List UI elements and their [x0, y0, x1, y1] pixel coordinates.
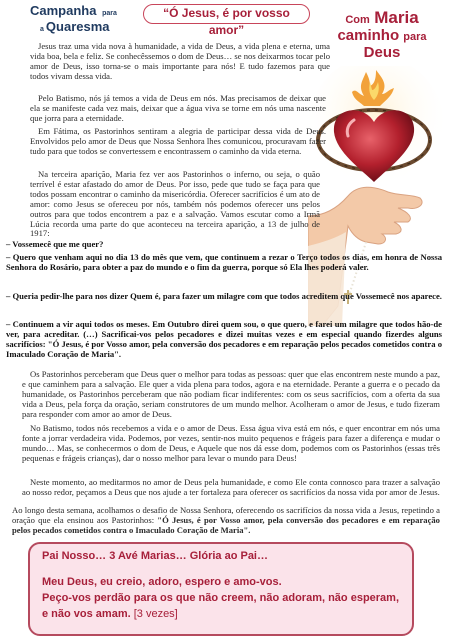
prayer-line-2: Peço-vos perdão para os que não creem, não adoram, não esperam, e não vos amam.: [42, 592, 400, 620]
dialogue-line-1: – Vossemecê que me quer?: [6, 239, 104, 249]
logo-para: para: [403, 31, 427, 43]
prayer-body: [42, 574, 408, 622]
dialogue-line-3: – Queria pedir-lhe para nos dizer Quem é, para fazer um milagre com que todos acreditem que Vossemecê nos aparece.: [6, 291, 442, 301]
campaign-a: a: [40, 26, 44, 33]
challenge-prayer: "Ó Jesus, é por Vosso amor, pela conversão dos pecadores e em reparação pelos pecados cometidos contra o Imaculado Coração de Maria".: [12, 514, 440, 535]
paragraph-baptism-2: No Batismo, todos nós recebemos a vida e o amor de Deus. Essa água viva está em nós, e quer encontrar em nós uma fonte a jorrar verdadeira vida. Podemos, por vezes, sentir-nos muito pequenos e frágeis para fazer a diferença e mudar o mundo… Mas, se conhecermos o dom de Deus, e Aquele que nos dá esse dom, podemos com os Pastorinhos (essas três pequenas e frágeis crianças), dar o nosso melhor para levar o mundo para Deus!: [22, 423, 440, 463]
paragraph-meditation: Neste momento, ao meditarmos no amor de Deus pela humanidade, e como Ele conta connosco para trazer a salvação ao nosso redor, peçamos a Deus que nos ajude a ter fortaleza para oferecer os sacrifícios da nossa vida por amor de Jesus.: [22, 477, 440, 497]
paragraph-fatima: Em Fátima, os Pastorinhos sentiram a alegria de participar dessa vida de Deus. Envolvidos pelo amor de Deus que Nossa Senhora lhes comunicou, procuravam fazer tudo para que todos se convertessem e encontrassem o caminho da vida eterna.: [30, 126, 326, 156]
com-maria-logo: [323, 10, 441, 60]
prayer-line-1: Meu Deus, eu creio, adoro, espero e amo-vos.: [42, 576, 282, 588]
prayer-box: [28, 542, 414, 636]
logo-deus: Deus: [363, 44, 401, 61]
paragraph-third-apparition: Na terceira aparição, Maria fez ver aos Pastorinhos o inferno, ou seja, o quão terrível é estar afastado do amor de Deus. Por isso, pede que tudo se faça para que todos possam encontrar o caminho da misericórdia. Oferecer sacrifícios é um ato de amor: como Jesus se ofereceu por nós, também nós podemos oferecer uns pelos outros para que todos encontrem a paz e a salvação. Vamos escutar como a Irmã Lúcia recorda uma parte do que aconteceu na terceira aparição, a 13 de julho de 1917:: [30, 169, 320, 239]
motto-badge: “Ó Jesus, é por vosso amor”: [143, 4, 310, 24]
dialogue-line-4: – Continuem a vir aqui todos os meses. Em Outubro direi quem sou, o que quero, e farei um milagre que todos hão-de ver, para acreditar. (…) Sacrificai-vos pelos pecadores e dizei muitas vezes e em especial quando fizerdes alguns sacrifícios: "Ó Jesus, é por Vosso amor, pela conversão dos pecadores e em reparação pelos pecados cometidos contra o Imaculado Coração de Maria".: [6, 319, 442, 359]
prayer-heading: Pai Nosso… 3 Avé Marias… Glória ao Pai…: [42, 550, 268, 562]
logo-caminho: caminho: [337, 27, 400, 44]
logo-com: Com: [345, 14, 370, 26]
paragraph-challenge: [12, 506, 440, 536]
logo-maria: Maria: [374, 8, 419, 27]
campaign-title: [30, 4, 117, 36]
paragraph-baptism: Pelo Batismo, nós já temos a vida de Deus em nós. Mas precisamos de deixar que ela se manifeste cada vez mais, deixar que a água viva se torne em nós uma nascente que jorra para a eternidade.: [30, 93, 326, 123]
paragraph-intro: Jesus traz uma vida nova à humanidade, a vida de Deus, a vida plena e eterna, uma vida boa, bela e feliz. Se conhecêssemos o dom de Deus… se nos deixarmos tocar pelo amor de Deus, isso torna-se o mais importante para nós! E tudo fazemos para que todos vivam dessa vida.: [30, 41, 330, 81]
challenge-text: Ao longo desta semana, acolhamos o desafio de Nossa Senhora, oferecendo os sacrifícios da nossa vida a Jesus, repetindo a oração que ela ensinou aos Pastorinhos:: [12, 505, 440, 525]
campaign-word: Campanha: [30, 3, 97, 18]
immaculate-heart-illustration: [308, 66, 444, 326]
campaign-para: para: [102, 10, 117, 17]
dialogue-line-2: – Quero que venham aqui no dia 13 do mês que vem, que continuem a rezar o Terço todos os dias, em honra de Nossa Senhora do Rosário, para obter a paz do mundo e o fim da guerra, porque só Ela lhes poderá valer.: [6, 252, 442, 272]
prayer-repeat: [3 vezes]: [133, 608, 178, 620]
paragraph-pastorinhos: Os Pastorinhos perceberam que Deus quer o melhor para todas as pessoas: quer que elas encontrem neste mundo a paz, e que caminhem para a salvação. Ele quer a vida plena para todos, agora e na eternidade. Perante a guerra e o pecado da humanidade, os Pastorinhos perceberam que não podiam ficar indiferentes: com os seus sacrifícios, com a oferta da sua vida a Deus, pela força da oração, seriam construtores de um mundo melhor. Acolheram o amor de Jesus, e tudo fizeram para responder com amor ao amor de Deus.: [22, 369, 440, 419]
campaign-quaresma: Quaresma: [45, 19, 110, 34]
